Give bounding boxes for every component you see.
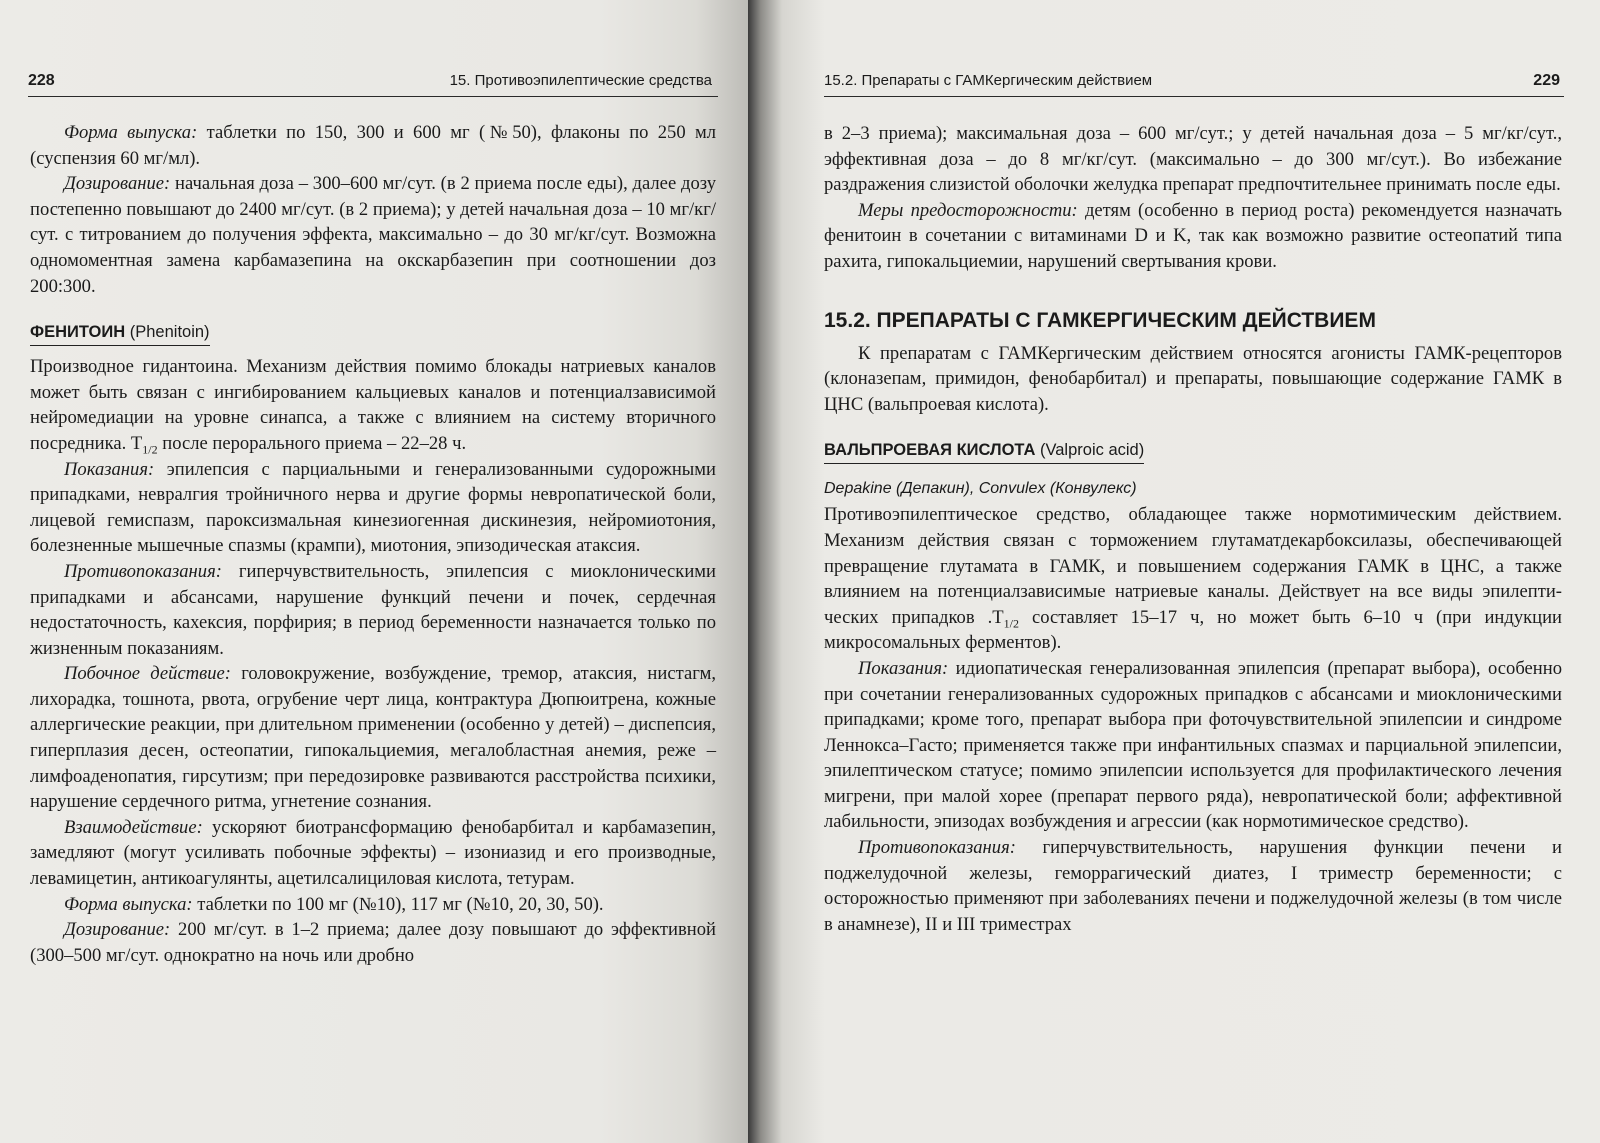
precautions-paragraph [824, 198, 1562, 275]
brand-names: Depakine (Депакин), Convulex (Конвулекс) [824, 480, 1137, 498]
left-page [0, 0, 748, 1143]
section-intro-paragraph [824, 341, 1562, 418]
dosage-paragraph [30, 917, 716, 968]
right-page-header [824, 68, 1564, 97]
para-text: Производное гидантоина. Механизм действия помимо блокады натриевых каналов может быть связан с ингибированием кальциевых каналов и потенциалзависимой нейромедиации на уровне синапса, а также с влиянием на систему вторичного посредника. T [30, 356, 716, 454]
para-label: Противопоказания: [64, 560, 222, 582]
left-page-number: 228 [28, 72, 55, 89]
side-effects-paragraph [30, 661, 716, 815]
description-paragraph [824, 502, 1562, 656]
para-text: эпилепсия с парциальными и генерализованными судорожными припадками, невралгия тройничного нерва и другие формы невропатической боли, лицевой гемиспазм, пароксизмальная кинезиогенная дискинезия, нейромиотония, болезненные мышечные спазмы (крампи), миотония, эпизодическая атаксия. [30, 458, 716, 557]
drug-latin-name: (Phenitoin) [129, 323, 210, 342]
half-life-subscript: 1/2 [142, 442, 158, 457]
para-text: таблетки по 100 мг (№10), 117 мг (№10, 20, 30, 50). [192, 893, 604, 915]
right-running-title: 15.2. Препараты с ГАМКергическим действием [824, 72, 1153, 89]
left-page-body [30, 120, 716, 968]
para-text: головокружение, возбуждение, тремор, атаксия, нистагм, лихорадка, тошнота, рвота, огрубение черт лица, контрактура Дюпюитрена, кожные аллергические реакции, при длительном применении (особенно у детей) – диспепсия, гиперплазия десен, остеопатии, гипокальциемия, мегалобластная анемия, реже – лимфоаденопатия, гирсутизм; при передозировке развиваются расстройства психики, нарушение сердечного ритма, угнетение сознания. [30, 663, 716, 813]
para-text: после перорального приема – 22–28 ч. [157, 432, 467, 454]
para-text: К препаратам с ГАМКергическим действием относятся агонисты ГАМК-рецепторов (клоназепам, примидон, фенобарбитал) и препараты, повышающие содержание ГАМК в ЦНС (вальпроевая кислота). [824, 342, 1562, 415]
drug-heading-phenytoin [30, 321, 210, 346]
dosage-continuation-paragraph [824, 121, 1562, 198]
para-text: гиперчувствительность, нарушения функции печени и поджелудочной железы, геморрагический диатез, I триместр беременности; с осторожностью применяют при заболеваниях печени и поджелудочной железы (в том числе в анамнезе), II и III триместрах [824, 837, 1562, 935]
contraindications-paragraph [824, 835, 1562, 937]
para-label: Меры предосторожности: [858, 199, 1078, 221]
indications-paragraph [824, 656, 1562, 835]
para-text: в 2–3 приема); максимальная доза – 600 мг/сут.; у детей начальная доза – 5 мг/кг/сут., эффективная доза – до 8 мг/кг/сут. (максимально – до 300 мг/сут.). Во избежание раздражения слизистой оболочки желудка препарат предпочтительнее принимать после еды. [824, 123, 1562, 196]
para-text: начальная доза – 300–600 мг/сут. (в 2 приема после еды), далее дозу постепенно повышают до 2400 мг/сут. (в 2 приема); у детей начальная доза – 10 мг/кг/сут. с титрованием до получения эффекта, максимально – до 30 мг/кг/сут. Возможна одномоментная замена карбамазепина на окскарбазепин при соотношении доз 200:300. [30, 173, 716, 297]
drug-heading-valproic-acid [824, 439, 1144, 464]
release-form-paragraph [30, 892, 716, 918]
para-label: Дозирование: [64, 919, 171, 941]
para-text: детям (особенно в период роста) рекомендуется назначать фенитоин в сочетании с витаминами D и K, так как возможно развитие остеопатий типа рахита, гипокальциемии, нарушений свертывания крови. [824, 199, 1562, 272]
section-heading: 15.2. ПРЕПАРАТЫ С ГАМКЕРГИЧЕСКИМ ДЕЙСТВИЕМ [824, 308, 1376, 332]
para-label: Форма выпуска: [64, 122, 198, 143]
half-life-subscript: 1/2 [1003, 616, 1019, 631]
para-label: Побочное действие: [64, 663, 231, 685]
para-text: идиопатическая генерализованная эпилепсия (препарат выбора), особенно при сочетании генерализованных судорожных припадков с абсансами и миоклоническими припадками; кроме того, препарат выбора при фоточувствительной эпилепсии и синдроме Леннокса–Гасто; применяется также при инфантильных спазмах и парциальной эпилепсии, эпилептическом статусе; помимо эпилепсии используется для профилактического лечения мигрени, при малой хорее (препарат первого ряда), невропатической боли; аффективной лабильности, эпизодах возбуждения и агрессии (как нормотимическое средство). [824, 657, 1562, 833]
para-text: составляет 15–17 ч, но может быть 6–10 ч (при индукции микросомальных ферментов). [824, 606, 1562, 654]
para-label: Дозирование: [64, 173, 171, 195]
para-text: гиперчувствительность, эпилепсия с миоклоническими припадками и абсансами, нарушение функций печени и почек, сердечная недостаточность, кахексия, порфирия; в период беременности назначается только по жизненным показаниям. [30, 560, 716, 659]
para-text: 200 мг/сут. в 1–2 приема; далее дозу повышают до эффективной (300–500 мг/сут. однократно на ночь или дробно [30, 919, 716, 966]
description-paragraph [30, 354, 716, 456]
para-label: Форма выпуска: [64, 893, 193, 915]
dosage-paragraph [30, 171, 716, 299]
para-text: ускоряют биотрансформацию фенобарбитал и карбамазепин, замедляют (могут усиливать побочные эффекты) – изониазид и его производные, левамицетин, антикоагулянты, ацетилсалициловая кислота, тетурам. [30, 816, 716, 890]
contraindications-paragraph [30, 559, 716, 661]
para-label: Показания: [64, 458, 155, 480]
right-page [748, 0, 1600, 1143]
para-text: таблетки по 150, 300 и 600 мг (№50), флаконы по 250 мл (суспензия 60 мг/мл). [30, 122, 717, 169]
left-running-title: 15. Противоэпилептические средства [449, 72, 712, 89]
release-form-paragraph [30, 120, 716, 171]
drug-name: ФЕНИТОИН [30, 323, 126, 342]
right-page-body [824, 121, 1562, 937]
para-label: Взаимодействие: [64, 816, 203, 838]
left-page-header [28, 68, 718, 97]
para-label: Показания: [858, 657, 949, 679]
drug-name: ВАЛЬПРОЕВАЯ КИСЛОТА [824, 441, 1036, 460]
right-page-number: 229 [1533, 72, 1560, 89]
indications-paragraph [30, 457, 716, 559]
para-text: Противоэпилептическое средство, обладающее также нормотимическим действием. Механизм действия связан с торможением глутаматдекарбоксилазы, обеспечивающей превращение глутамата в ГАМК, и повышением содержания ГАМК в ЦНС, а также влиянием на потенциалзависимые натриевые каналы. Действует на все виды эпилептических припадков .T [824, 504, 1562, 628]
drug-latin-name: (Valproic acid) [1039, 441, 1145, 460]
interactions-paragraph [30, 815, 716, 892]
para-label: Противопоказания: [858, 837, 1016, 859]
